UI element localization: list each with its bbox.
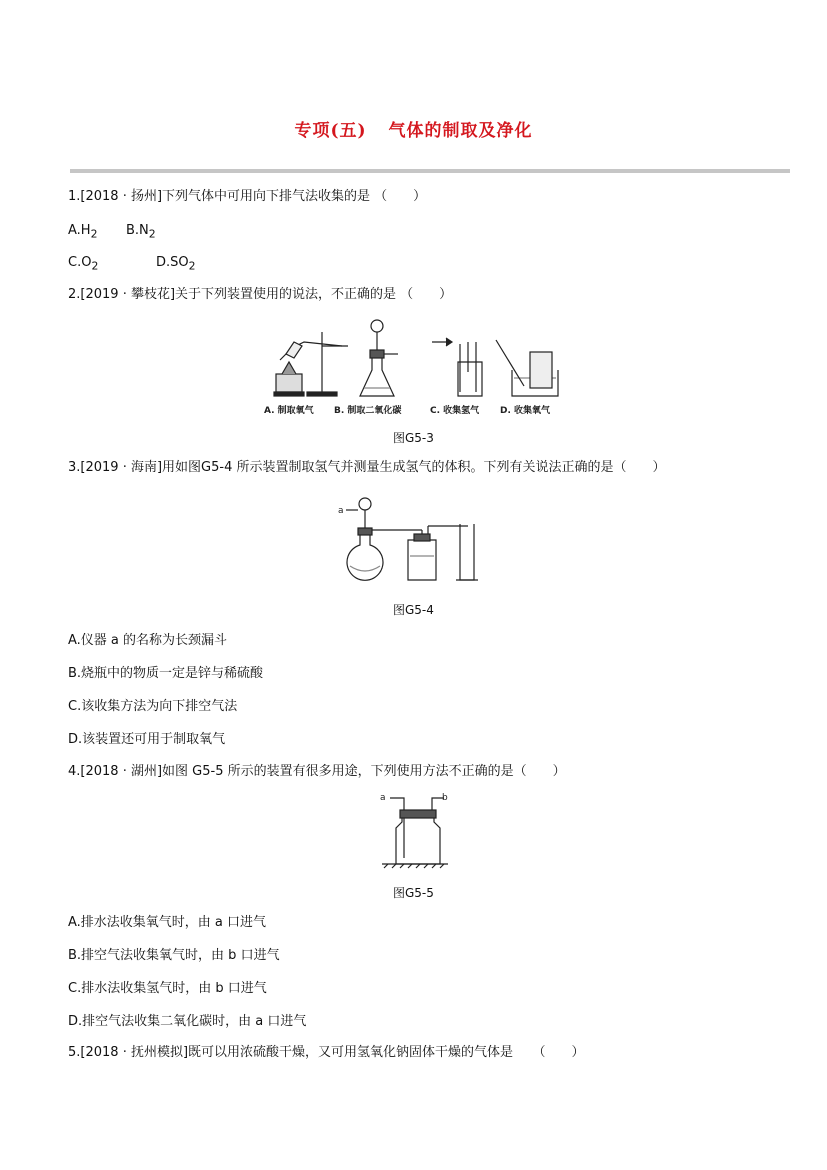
q4-option-a: A.排水法收集氧气时，由 a 口进气 <box>68 915 267 930</box>
figure-g5-3 <box>262 312 572 417</box>
fig4-letter-a: a <box>338 506 344 516</box>
q4-stem: 4.[2018 · 湖州]如图 G5-5 所示的装置有很多用途，下列使用方法不正确的是（ ） <box>68 764 566 779</box>
q3-option-c: C.该收集方法为向下排空气法 <box>68 699 238 714</box>
title-sub: 气体的制取及净化 <box>388 121 533 141</box>
q2-stem: 2.[2019 · 攀枝花]关于下列装置使用的说法，不正确的是 （ ） <box>68 287 453 302</box>
q1-option-b: $B.N_2$ <box>126 223 156 241</box>
fig3-label-c: C. 收集氢气 <box>430 406 480 416</box>
q1-option-a: $A.H_2$ <box>68 223 98 241</box>
q1-option-d: $D.SO_2$ <box>156 255 196 273</box>
q3-stem: 3.[2019 · 海南]用如图G5-4 所示装置制取氢气并测量生成氢气的体积。下列有关说法正确的是（ ） <box>68 460 666 475</box>
figure-g5-5 <box>376 788 456 870</box>
page-title <box>0 116 827 141</box>
title-main: 专项(五) <box>294 121 367 141</box>
q3-option-d: D.该装置还可用于制取氧气 <box>68 732 226 747</box>
fig5-letter-a: a <box>380 793 386 803</box>
q5-stem: 5.[2018 · 抚州模拟]既可以用浓硫酸干燥，又可用氢氧化钠固体干燥的气体是 （ ） <box>68 1045 585 1060</box>
fig5-letter-b: b <box>442 793 448 803</box>
fig3-label-a: A. 制取氧气 <box>264 406 314 416</box>
q3-option-a: A.仪器 a 的名称为长颈漏斗 <box>68 633 228 648</box>
q3-option-b: B.烧瓶中的物质一定是锌与稀硫酸 <box>68 666 264 681</box>
q4-option-c: C.排水法收集氢气时，由 b 口进气 <box>68 981 267 996</box>
q4-option-d: D.排空气法收集二氧化碳时，由 a 口进气 <box>68 1014 307 1029</box>
caption-g5-3: 图G5-3 <box>393 431 434 445</box>
fig3-label-b: B. 制取二氧化碳 <box>334 406 402 416</box>
figure-g5-4 <box>336 490 496 585</box>
title-divider <box>70 169 790 173</box>
q4-option-b: B.排空气法收集氧气时，由 b 口进气 <box>68 948 280 963</box>
q1-option-c: $C.O_2$ <box>68 255 99 273</box>
caption-g5-4: 图G5-4 <box>393 603 434 617</box>
caption-g5-5: 图G5-5 <box>393 886 434 900</box>
q1-stem: 1.[2018 · 扬州]下列气体中可用向下排气法收集的是 （ ） <box>68 189 427 204</box>
fig3-label-d: D. 收集氧气 <box>500 406 551 416</box>
